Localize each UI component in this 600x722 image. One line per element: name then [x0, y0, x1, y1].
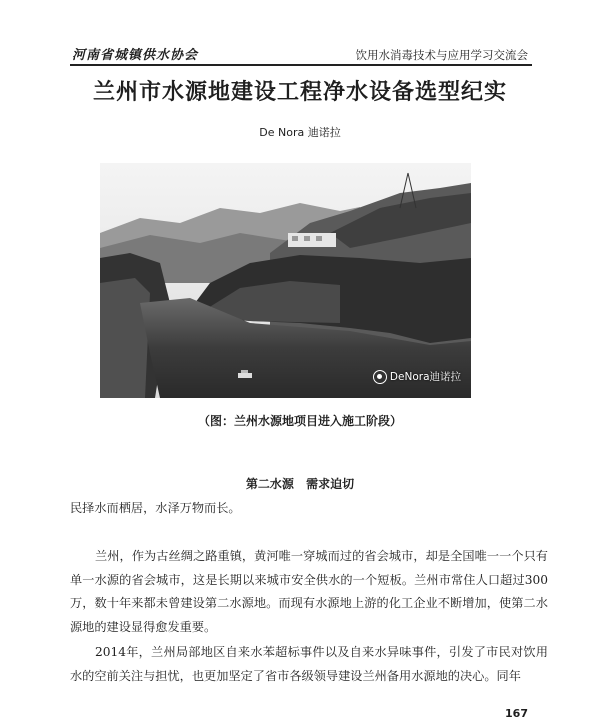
paragraph-2: 兰州，作为古丝绸之路重镇，黄河唯一穿城而过的省会城市，却是全国唯一一个只有单一水源的省会城市，这是长期以来城市安全供水的一个短板。兰州市常住人口超过300万，数十年来都未曾建设第二水源地。而现有水源地上游的化工企业不断增加，使第二水源地的建设显得愈发重要。: [70, 549, 548, 634]
section-heading-part1: 第二水源: [245, 477, 294, 491]
article-title: 兰州市水源地建设工程净水设备选型纪实: [92, 80, 507, 105]
reservoir-photo-illustration: [100, 163, 471, 398]
figure-caption: （图：兰州水源地项目进入施工阶段）: [197, 414, 402, 428]
watermark-text: DeNora迪诺拉: [389, 371, 461, 383]
page-number: 167: [505, 707, 528, 720]
section-heading: [0, 475, 600, 492]
photo-watermark: [373, 369, 461, 384]
paragraph-3: 2014年，兰州局部地区自来水苯超标事件以及自来水异味事件，引发了市民对饮用水的空前关注与担忧，也更加坚定了省市各级领导建设兰州备用水源地的决心。同年: [70, 645, 548, 683]
reservoir-photo: [100, 163, 471, 398]
running-header-right: 饮用水消毒技术与应用学习交流会: [355, 48, 528, 62]
article-author: De Nora 迪诺拉: [259, 126, 341, 139]
wechat-icon: [373, 370, 387, 384]
section-heading-part2: 需求迫切: [306, 477, 355, 491]
header-divider: [70, 64, 532, 66]
paragraph-1: 民择水而栖居，水泽万物而长。: [70, 501, 241, 515]
running-header-left: 河南省城镇供水协会: [72, 48, 199, 63]
